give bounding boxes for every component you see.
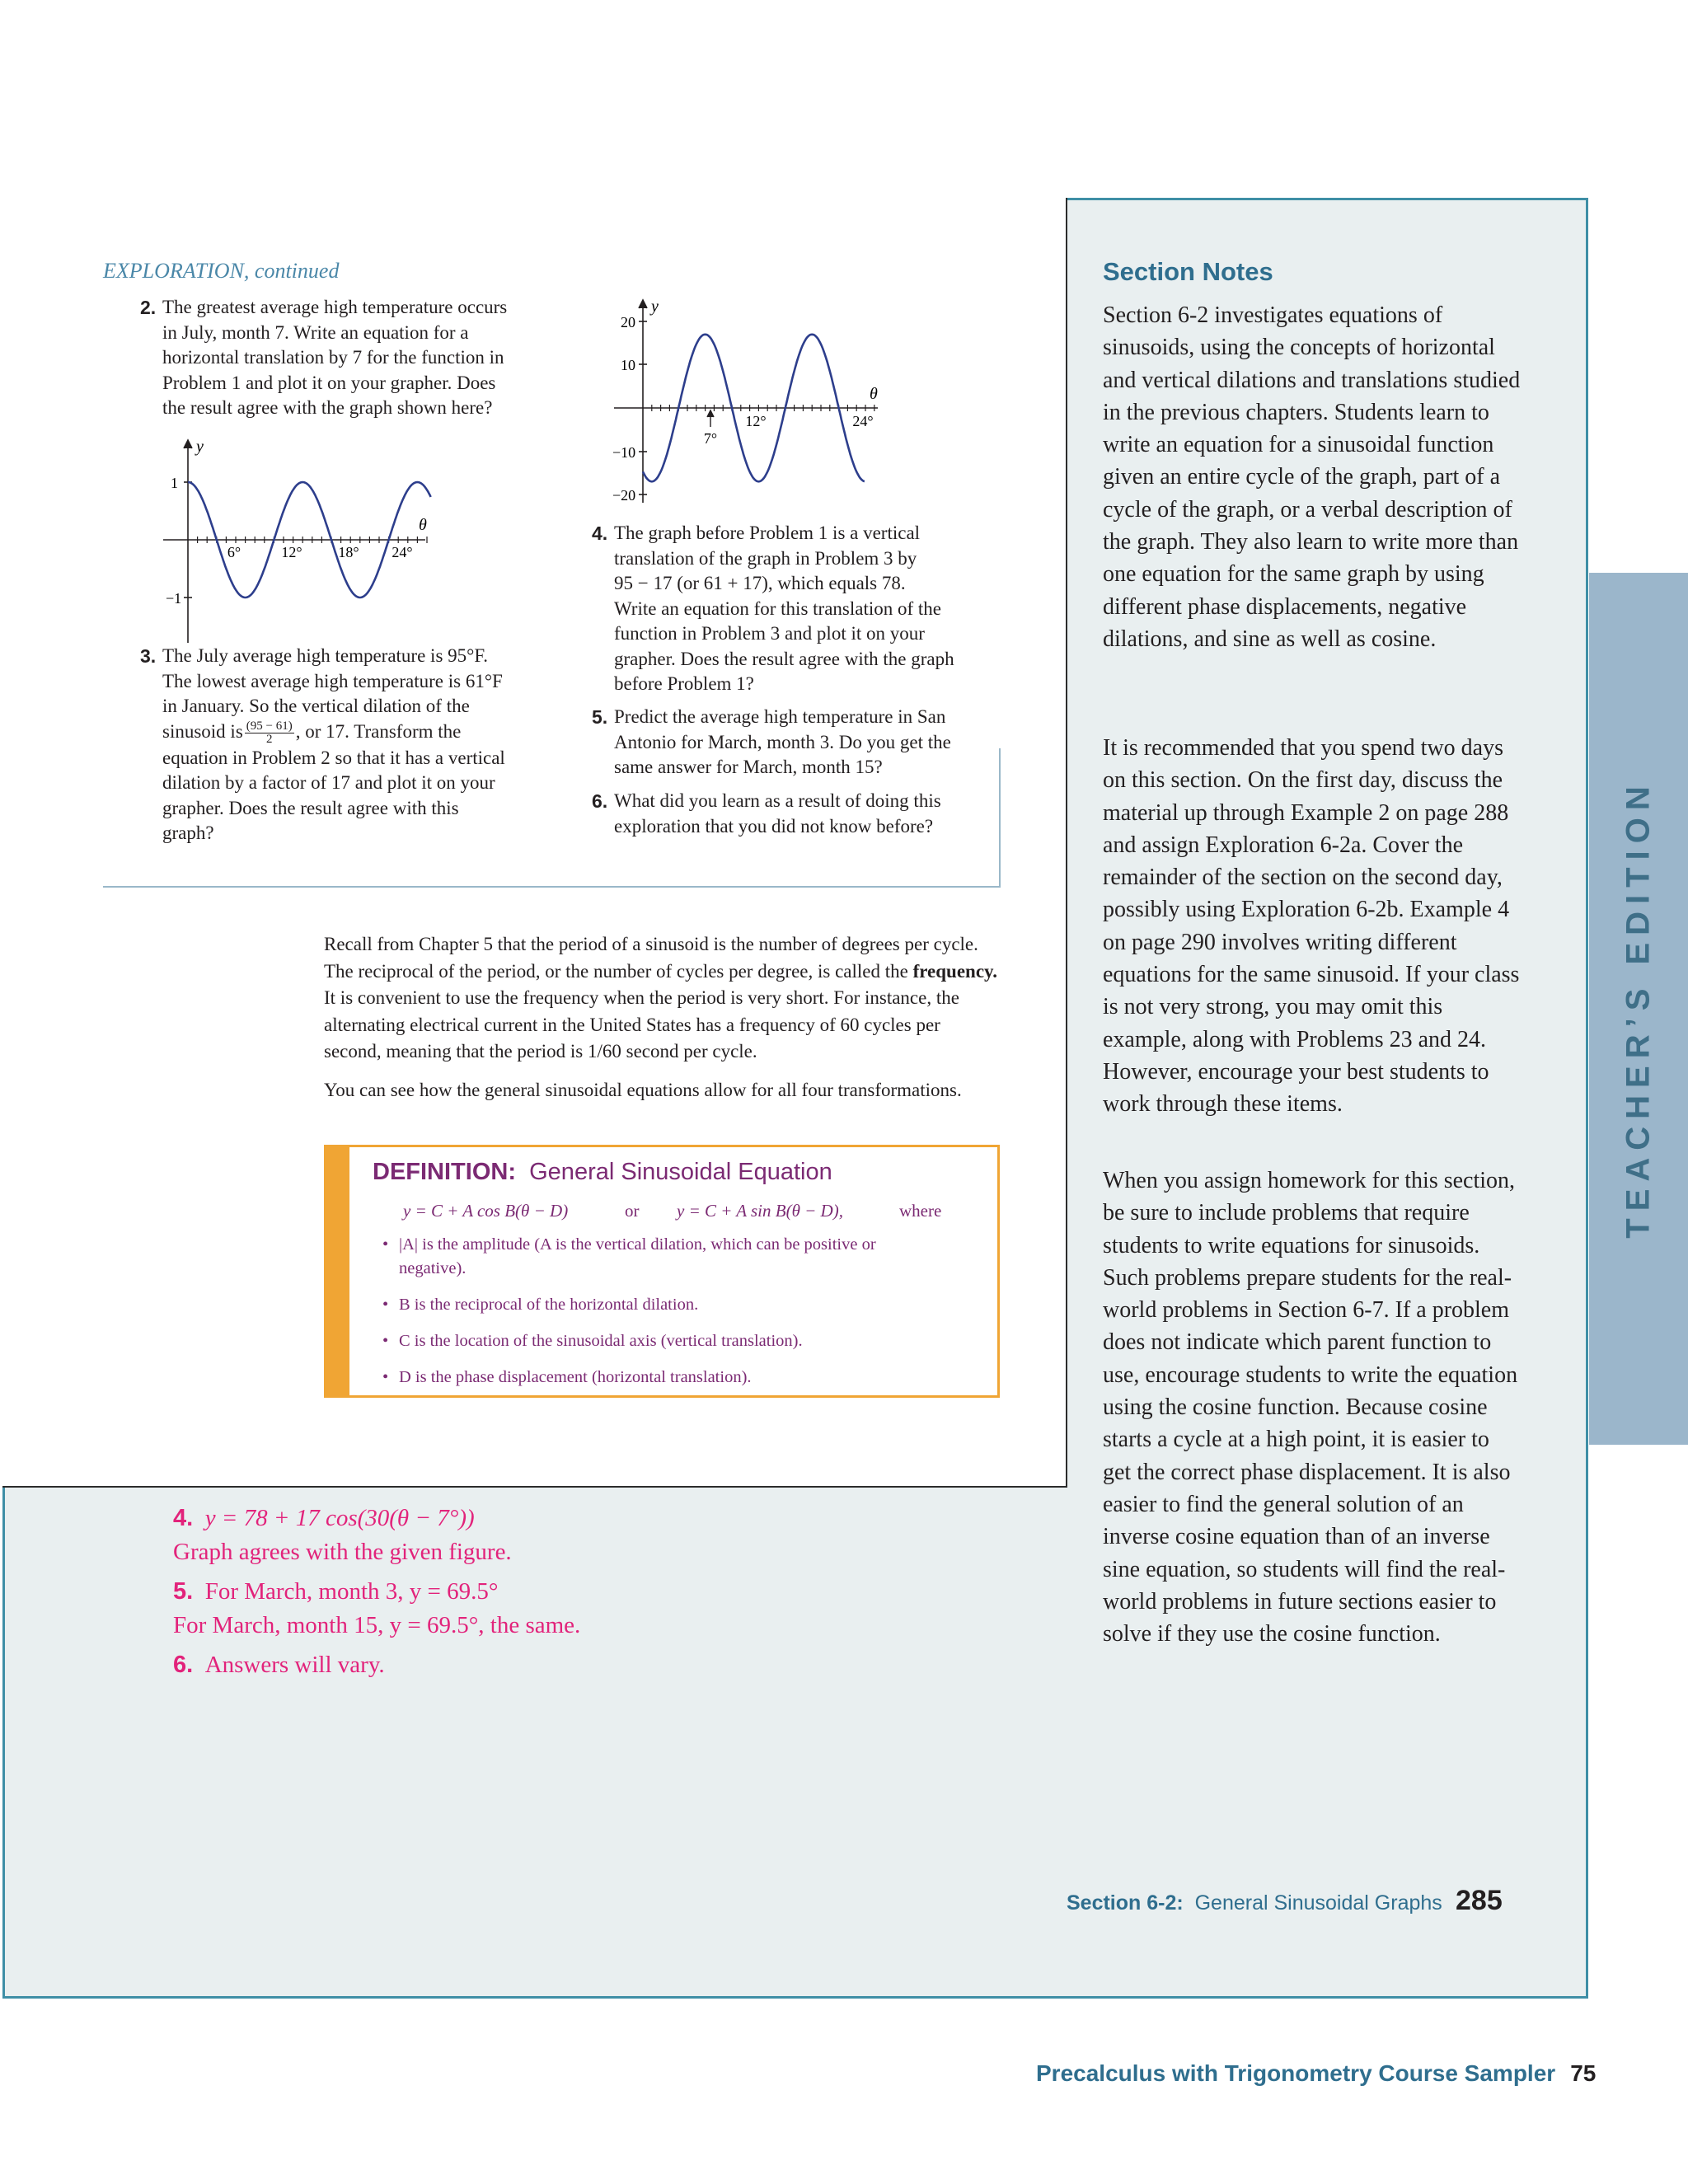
fraction-numerator: (95 − 61): [246, 719, 293, 733]
text-line: grapher. Does the result agree with this: [162, 797, 459, 818]
definition-item-c: • C is the location of the sinusoidal axis (vertical translation).: [382, 1332, 803, 1350]
notes-paragraph-3: When you assign homework for this section, be sure to include problems that require students to write equations for sinusoids. Such problems prepare students for the real-world problems in Section 6-7. If a problem does not indicate which parent function to use, encourage students to write the equation using the cosine function. Because cosine starts a cycle at a high point, it is easier to get the correct phase displacement. It is also easier to find the general solution of an inverse cosine equation than of an inverse sine equation, so students will find the real-world problems in future sections easier to solve if they use the cosine function.: [1103, 1168, 1518, 1647]
graph-problem-3: [606, 297, 886, 507]
text-line: The July average high temperature is 95°F.: [162, 645, 489, 666]
text-line: before Problem 1?: [614, 673, 754, 694]
answer-4-note: Graph agrees with the given figure.: [173, 1539, 512, 1565]
text-line: The lowest average high temperature is 61°F: [162, 670, 503, 691]
notes-paragraph-1: Section 6-2 investigates equations of sinusoids, using the concepts of horizontal and vertical dilations and translations studied in the previous chapters. Students learn to write an equation for a sinusoidal function given an entire cycle of the graph, part of a cycle of the graph, or a verbal description of the graph. They also learn to write more than one equation for the same graph by using different phase displacements, negative dilations, and sine as well as cosine.: [1103, 302, 1521, 652]
definition-item-d: • D is the phase displacement (horizontal translation).: [382, 1368, 752, 1386]
notes-paragraph-2: It is recommended that you spend two days on this section. On the first day, discuss the material up through Example 2 on page 288 and assign Exploration 6-2a. Cover the remainder of the section on the second day, possibly using Exploration 6-2b. Example 4 on page 290 involves writing different equations for the same sinusoid. If your class is not very strong, you may omit this example, along with Problems 23 and 24. However, encourage your best students to work through these items.: [1103, 735, 1520, 1118]
teachers-edition-label: TEACHER’S EDITION: [1620, 779, 1657, 1239]
text-line: grapher. Does the result agree with the graph: [614, 648, 954, 669]
definition-item-text: C is the location of the sinusoidal axis (vertical translation).: [399, 1332, 803, 1350]
book-footer: [1036, 2060, 1596, 2087]
problem-6: [592, 789, 1026, 839]
y-tick-label: 10: [621, 357, 635, 373]
problem-number: 4.: [592, 523, 608, 544]
y-axis-label: y: [651, 298, 659, 316]
exploration-header: EXPLORATION, continued: [103, 259, 340, 283]
y-axis-label: y: [196, 438, 204, 456]
definition-item-text: B is the reciprocal of the horizontal dilation.: [399, 1296, 699, 1314]
exploration-bottom-rule: [103, 886, 1001, 888]
text-line: exploration that you did not know before?: [614, 815, 934, 837]
definition-label: DEFINITION:: [373, 1159, 516, 1185]
transformations-paragraph: You can see how the general sinusoidal equations allow for all four transformations.: [324, 1080, 962, 1100]
definition-heading: General Sinusoidal Equation: [529, 1159, 832, 1185]
definition-accent-bar: [326, 1147, 349, 1395]
section-notes-title: Section Notes: [1103, 257, 1273, 286]
text-line: Problem 1 and plot it on your grapher. Does: [162, 372, 496, 393]
problem-number: 3.: [140, 645, 157, 667]
x-tick-label: 24°: [852, 413, 874, 429]
answer-4: [173, 1505, 475, 1532]
x-axis-label: θ: [419, 516, 427, 534]
answer-text: For March, month 3, y = 69.5°: [204, 1578, 499, 1605]
text-line: 95 − 17 (or 61 + 17), which equals 78.: [614, 573, 906, 593]
section-title: General Sinusoidal Graphs: [1194, 1891, 1442, 1915]
text-line: equation in Problem 2 so that it has a vertical: [162, 747, 505, 768]
answer-number: 6.: [173, 1652, 194, 1678]
text-line: dilation by a factor of 17 and plot it on your: [162, 772, 495, 794]
answer-number: 5.: [173, 1578, 194, 1605]
answer-5: [173, 1578, 498, 1605]
exploration-side-rule: [999, 748, 1001, 888]
text-line: graph?: [162, 823, 214, 844]
answer-text: Answers will vary.: [204, 1652, 385, 1678]
x-tick-label: 24°: [392, 544, 413, 560]
text-fragment: sinusoid is: [162, 720, 243, 742]
definition-title: [373, 1159, 832, 1186]
fraction: [245, 720, 294, 746]
text-line: same answer for March, month 15?: [614, 757, 883, 777]
y-tick-label: −10: [612, 444, 636, 461]
text-line: The graph before Problem 1 is a vertical: [614, 523, 921, 543]
text-line: Predict the average high temperature in San: [614, 706, 946, 727]
text-line: the result agree with the graph shown here?: [162, 397, 493, 418]
text-line: Write an equation for this translation of the: [614, 598, 941, 619]
text-line: Antonio for March, month 3. Do you get the: [614, 731, 951, 752]
x-tick-label: 12°: [281, 544, 302, 560]
definition-item-a: • |A| is the amplitude (A is the vertical dilation, which can be positive or negative).: [382, 1235, 876, 1277]
answer-text: y = 78 + 17 cos(30(θ − 7°)): [204, 1505, 475, 1531]
text-line: in January. So the vertical dilation of the: [162, 696, 470, 716]
section-label: Section 6-2:: [1067, 1891, 1184, 1915]
book-title: Precalculus with Trigonometry Course Sampler: [1036, 2060, 1556, 2086]
or-label: or: [625, 1201, 640, 1221]
text-line: What did you learn as a result of doing this: [614, 790, 941, 811]
where-label: where: [899, 1201, 942, 1221]
problem-3: [140, 644, 558, 846]
text-line: translation of the graph in Problem 3 by: [614, 547, 917, 569]
problem-number: 2.: [140, 297, 157, 318]
sampler-page-number: 75: [1570, 2060, 1597, 2086]
x-tick-label: 6°: [227, 544, 241, 560]
text-fragment: , or 17. Transform the: [295, 720, 462, 742]
definition-box: [324, 1145, 1000, 1398]
answer-6: [173, 1652, 385, 1679]
text-line: function in Problem 3 and plot it on your: [614, 623, 925, 644]
definition-item-text: |A| is the amplitude (A is the vertical dilation, which can be positive or negative).: [399, 1235, 876, 1277]
fraction-denominator: 2: [266, 732, 273, 746]
problem-number: 6.: [592, 790, 608, 812]
text-line: in July, month 7. Write an equation for a: [162, 321, 469, 343]
x-tick-label: 18°: [338, 544, 359, 560]
text-fragment: It is convenient to use the frequency when the period is very short. For instance, the alternating electrical current in the United States has a frequency of 60 cycles per second, meaning that the period is 1/60 second per cycle.: [324, 987, 959, 1062]
x-axis-label: θ: [870, 385, 878, 403]
x-tick-label: 12°: [745, 413, 767, 429]
sine-equation: y = C + A sin B(θ − D),: [677, 1201, 843, 1221]
text-line: [162, 719, 558, 746]
y-tick-label: −20: [612, 487, 636, 504]
answer-number: 4.: [173, 1505, 194, 1531]
y-tick-label: 1: [171, 475, 178, 491]
phase-marker-label: 7°: [703, 430, 718, 447]
section-footer: [1067, 1891, 1442, 1915]
problem-number: 5.: [592, 706, 608, 728]
text-line: horizontal translation by 7 for the function in: [162, 347, 504, 368]
cosine-equation: y = C + A cos B(θ − D): [403, 1201, 569, 1221]
text-line: The greatest average high temperature occurs: [162, 297, 508, 317]
problem-2: [140, 295, 558, 421]
answer-5-note: For March, month 15, y = 69.5°, the same.: [173, 1612, 581, 1638]
problem-5: [592, 705, 1026, 780]
page-number: 285: [1456, 1885, 1503, 1916]
frequency-paragraph: [324, 931, 1000, 1066]
problem-4: [592, 521, 1026, 697]
definition-item-text: D is the phase displacement (horizontal translation).: [399, 1368, 752, 1386]
text-fragment: Recall from Chapter 5 that the period of a sinusoid is the number of degrees per cycle. The reciprocal of the period, or the number of cycles per degree, is called the: [324, 934, 978, 982]
definition-item-b: • B is the reciprocal of the horizontal dilation.: [382, 1296, 699, 1314]
term-frequency: frequency.: [912, 960, 998, 982]
y-tick-label: −1: [166, 590, 182, 607]
y-tick-label: 20: [621, 314, 635, 330]
graph-problem-2: [157, 437, 437, 651]
